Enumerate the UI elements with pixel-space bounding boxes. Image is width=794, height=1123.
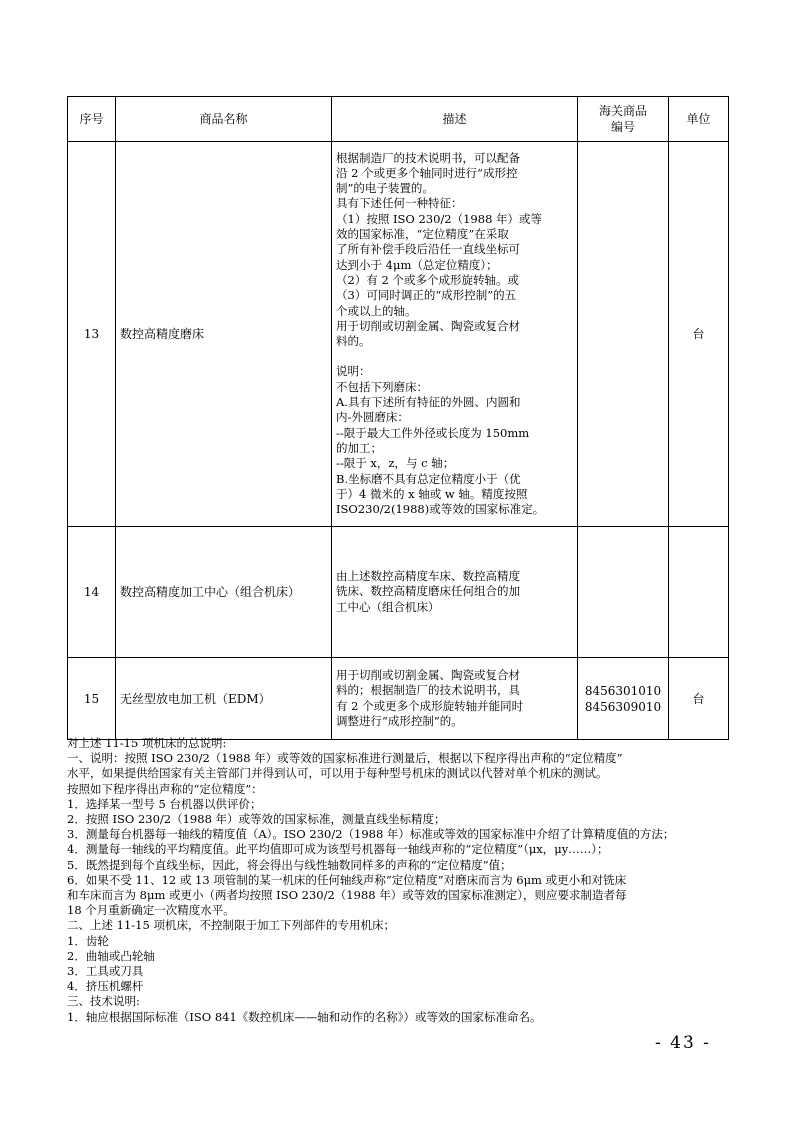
note-line: 三、技术说明: (67, 994, 140, 1009)
description-line: 于）4 微米的 x 轴或 w 轴。精度按照 (336, 486, 528, 501)
note-line: 1．齿轮 (67, 933, 109, 948)
row-description (332, 527, 578, 658)
note-line: 水平，如果提供给国家有关主管部门并得到认可，可以用于每种型号机床的测试以代替对单个机床的测试。 (67, 766, 608, 781)
table-row (68, 142, 729, 527)
note-line: 6．如果不受 11、12 或 13 项管制的某一机床的任何轴线声称“定位精度”对磨床而言为 6μm 或更小和对铣床 (67, 872, 627, 887)
description-line: ISO230/2(1988)或等效的国家标准定。 (336, 502, 545, 517)
row-hs-code (578, 658, 669, 740)
note-line: 3．测量每台机器每一轴线的精度值（A）。ISO 230/2（1988 年）标准或等效的国家标准中介绍了计算精度值的方法； (67, 827, 675, 842)
header-hs-code-line2: 编号 (610, 120, 635, 134)
note-line: 1．轴应根据国际标准（ISO 841《数控机床——轴和动作的名称》）或等效的国家标准命名。 (67, 1009, 542, 1024)
row-product-name: 数控高精度加工中心（组合机床） (116, 527, 332, 658)
row-product-name: 数控高精度磨床 (116, 142, 332, 527)
row-description (332, 658, 578, 740)
description-line: 的加工； (336, 440, 382, 455)
header-unit: 单位 (669, 97, 729, 142)
description-line: 效的国家标准，“定位精度”在采取 (336, 227, 509, 242)
description-spacer (336, 349, 573, 364)
description-line: 沿 2 个或更多个轴同时进行“成形控 (336, 165, 518, 180)
description-line: 用于切削或切割金属、陶瓷或复合材 (336, 667, 520, 682)
description-line: （1）按照 ISO 230/2（1988 年）或等 (336, 211, 543, 226)
row-unit: 台 (669, 658, 729, 740)
note-line: 2．按照 ISO 230/2（1988 年）或等效的国家标准，测量直线坐标精度； (67, 812, 446, 827)
note-line: 3．工具或刀具 (67, 964, 144, 979)
description-line: 制”的电子装置的。 (336, 181, 434, 196)
note-line: 和车床而言为 8μm 或更小（两者均按照 ISO 230/2（1988 年）或等效的国家标准测定），则应要求制造者每 (67, 888, 627, 903)
page-number: - 43 - (655, 1033, 711, 1053)
description-line: 调整进行“成形控制”的。 (336, 713, 463, 728)
row-product-name: 无丝型放电加工机（EDM） (116, 658, 332, 740)
header-hs-code (578, 97, 669, 142)
description-line: 根据制造厂的技术说明书，可以配备 (336, 150, 520, 165)
description-line: 不包括下列磨床： (336, 379, 428, 394)
note-line: 二、上述 11-15 项机床，不控制限于加工下列部件的专用机床； (67, 918, 395, 933)
row-serial-number: 13 (68, 142, 116, 527)
row-serial-number: 14 (68, 527, 116, 658)
description-line: 铣床、数控高精度磨床任何组合的加 (336, 584, 520, 599)
row-unit (669, 527, 729, 658)
description-line: B.坐标磨不具有总定位精度小于（优 (336, 471, 521, 486)
description-line: （2）有 2 个或多个成形旋转轴。或 (336, 272, 519, 287)
description-line: 说明： (336, 364, 371, 379)
description-line: A.具有下述所有特征的外圆、内圆和 (336, 395, 521, 410)
note-line: 1．选择某一型号 5 台机器以供评价； (67, 796, 262, 811)
description-line: 工中心（组合机床） (336, 599, 440, 614)
note-line: 4．测量每一轴线的平均精度值。此平均值即可成为该型号机器每一轴线声称的“定位精度”（μx，μy……）； (67, 842, 609, 857)
note-line: 一、说明：按照 ISO 230/2（1988 年）或等效的国家标准进行测量后，根据以下程序得出声称的“定位精度” (67, 751, 623, 766)
row-hs-code (578, 142, 669, 527)
table-row (68, 527, 729, 658)
description-line: 具有下述任何一种特征： (336, 196, 463, 211)
description-line: 用于切削或切割金属、陶瓷或复合材 (336, 318, 520, 333)
note-line: 5．既然提到每个直线坐标，因此，将会得出与线性轴数同样多的声称的“定位精度”值； (67, 857, 512, 872)
description-line: 达到小于 4μm（总定位精度）； (336, 257, 498, 272)
note-line: 4．挤压机螺杆 (67, 979, 144, 994)
note-line: 按照如下程序得出声称的“定位精度”： (67, 781, 263, 796)
header-serial-number: 序号 (68, 97, 116, 142)
header-hs-code-line1: 海关商品 (598, 104, 647, 118)
description-line: 料的；根据制造厂的技术说明书，具 (336, 683, 520, 698)
row-unit: 台 (669, 142, 729, 527)
note-line: 2．曲轴或凸轮轴 (67, 948, 155, 963)
row-serial-number: 15 (68, 658, 116, 740)
row-description (332, 142, 578, 527)
row-hs-code (578, 527, 669, 658)
description-line: 内-外圆磨床： (336, 410, 409, 425)
description-line: 有 2 个或更多个成形旋转轴并能同时 (336, 698, 524, 713)
table-row (68, 658, 729, 740)
general-notes (67, 736, 737, 1025)
description-line: 由上述数控高精度车床、数控高精度 (336, 569, 520, 584)
hs-code-value: 8456301010 (584, 683, 662, 698)
description-line: 料的。 (336, 334, 371, 349)
goods-table (67, 96, 729, 740)
description-line: --限于最大工件外径或长度为 150mm (336, 425, 530, 440)
description-line: （3）可同时调正的“成形控制”的五 (336, 288, 517, 303)
hs-code-value: 8456309010 (584, 699, 662, 714)
note-line: 18 个月重新确定一次精度水平。 (67, 903, 235, 918)
header-product-name: 商品名称 (116, 97, 332, 142)
description-line: --限于 x，z，与 c 轴； (336, 456, 455, 471)
description-line: 了所有补偿手段后沿任一直线坐标可 (336, 242, 520, 257)
header-description: 描述 (332, 97, 578, 142)
table-header-row (68, 97, 729, 142)
note-line: 对上述 11-15 项机床的总说明: (67, 736, 227, 750)
description-line: 个或以上的轴。 (336, 303, 417, 318)
